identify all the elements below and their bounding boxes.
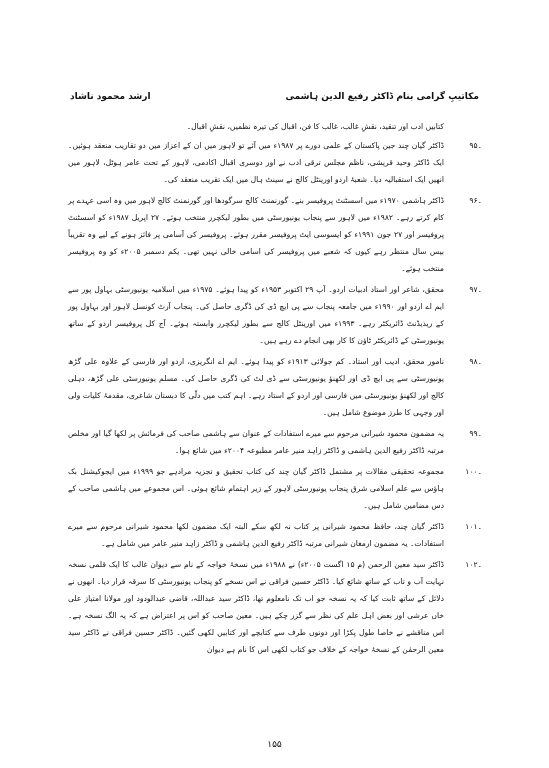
intro-line: کتابیں ادب اور تنقید، نقشِ غالب، غالب کا فن، اقبال کی تیرہ نظمیں، نقشِ اقبال۔ [186,122,444,131]
footnote-number: ۱۰۱۔ [465,522,482,531]
footnote-97 [68,281,480,349]
author-name: ارشد محمود ناشاد [70,92,151,102]
footnote-number: ۹۹۔ [469,429,482,438]
running-title: مکاتیبِ گرامی بنام ڈاکٹر رفیع الدین ہاشمی [285,92,479,102]
footnote-98 [68,353,480,421]
page-content [68,118,480,662]
footnote-number: ۹۸۔ [469,357,482,366]
footnote-text: نامور محقق، ادیب اور استاد۔ کم جولائی ۱۹۱۳ء کو پیدا ہوئے۔ ایم اے انگریزی، اردو اور فارسی کے علاوہ علی گڑھ یونیورسٹی سے پی ایچ ڈی اور لکھنؤ یونیورسٹی سے ڈی لٹ کی ڈگری حاصل کی۔ مسلم یونیورسٹی علی گڑھ، دہلی کالج اور لکھنؤ یونیورسٹی میں فارسی اور اردو کے استاد رہے۔ اہم کتب میں دلّی کا دبستان شاعری، مقدمۂ کلیات ولی اور وجہی کا طرز موضوع شامل ہیں۔ [68,357,444,417]
footnote-text: محقق، شاعر اور استاد ادبیات اردو۔ آپ ۲۹ اکتوبر ۱۹۵۳ء کو پیدا ہوئے۔ ۱۹۷۵ء میں اسلامیہ یونیورسٹی بہاول پور سے ایم اے اردو اور ۱۹۹۰ء میں جامعہ پنجاب سے پی ایچ ڈی کی ڈگری حاصل کی۔ پنجاب آرٹ کونسل لاہور اور بہاول پور کے ریذیڈنٹ ڈائریکٹر رہے۔ ۱۹۹۳ء میں اورینٹل کالج سے بطور لیکچرر وابستہ ہوئے۔ آج کل پروفیسر اردو کے ساتھ یونیورسٹی کے ڈائریکٹر ٹاؤن کا کار بھی انجام دے رہے ہیں۔ [68,285,444,345]
footnote-number: ۹۶۔ [469,196,482,205]
footnote-text: ڈاکٹر ہاشمی ۱۹۷۰ء میں اسسٹنٹ پروفیسر بنے۔ گورنمنٹ کالج سرگودھا اور گورنمنٹ کالج لاہور میں وہ اسی عہدے پر کام کرتے رہے۔ ۱۹۸۲ء میں لاہور سے پنجاب یونیورسٹی میں بطور لیکچرر منتخب ہوئے۔ ۲۷ اپریل ۱۹۸۷ء کو اسسٹنٹ پروفیسر اور ۲۷ جون ۱۹۹۱ء کو ایسوسی ایٹ پروفیسر مقرر ہوئے۔ پروفیسر کی آسامی پر فائز ہونے کے لیے وہ تقریباً بیس سال منتظر رہے کیوں کہ شعبے میں پروفیسر کی اسامی خالی نہیں تھی۔ یکم دسمبر ۲۰۰۵ء کو وہ پروفیسر منتخب ہوئے۔ [68,196,444,273]
footnote-95 [68,137,480,188]
footnote-101 [68,518,480,552]
footnote-text: ڈاکٹر سید معین الرحمن (م ۱۵ اگست ۲۰۰۵ء) نے ۱۹۸۸ء میں نسخۂ خواجہ کے نام سے دیوان غالب کا ایک قلمی نسخہ نہایت آب و تاب کے ساتھ شائع کیا۔ ڈاکٹر حسین فراقی نے اس نسخے کو پنجاب یونیورسٹی کا سرقہ قرار دیا۔ انھوں نے دلائل کے ساتھ ثابت کیا کہ یہ نسخہ جو اب تک نامعلوم تھا، ڈاکٹر سید عبداللہ، قاضی عبدالودود اور مولانا امتیاز علی خاں عرشی اور بعض اہل علم کی نظر سے گزر چکے ہیں۔ معین صاحب کو اس پر اعتراض ہے کہ یہ الگ نسخہ ہے۔ اس مناقشے نے خاصا طول پکڑا اور دونوں طرف سے کتابچے اور کتابیں لکھی گئیں۔ ڈاکٹر حسین فراقی نے ڈاکٹر سید معین الرحمٰن کے نسخۂ خواجہ کے خلاف جو کتاب لکھی اس کا نام ہے دیوان [68,560,444,654]
footnote-number: ۹۷۔ [469,285,482,294]
footnote-number: ۱۰۰۔ [465,467,482,476]
footnote-100 [68,463,480,514]
footnote-number: ۱۰۲۔ [465,560,482,569]
footnote-102 [68,556,480,658]
footnote-text: ڈاکٹر گیان چند، حافظ محمود شیرانی پر کتاب نہ لکھ سکے البتہ ایک مضمون لکھا محمود شیرانی مرحوم سے میرے استفادات۔ یہ مضمون ارمغان شیرانی مرتبہ ڈاکٹر رفیع الدین ہاشمی و ڈاکٹر زاہد منیر عامر میں شامل ہے۔ [68,522,444,548]
footnote-text: مجموعہ تحقیقی مقالات پر مشتمل ڈاکٹر گیان چند کی کتاب تحقیق و تجزیہ مرادہے جو ۱۹۹۹ء میں ایجوکیشنل بک ہاؤس سے علم اسلامی شرق پنجاب یونیورسٹی لاہور کے زیر اہتمام شائع ہوئی۔ اس مجموعے میں ہاشمی صاحب کے دس مضامین شامل ہیں۔ [68,467,445,510]
footnote-96 [68,192,480,277]
footnote-text: ڈاکٹر گیان چند جین پاکستان کے علمی دورے پر ۱۹۸۷ء میں آئے تو لاہور میں ان کے اعزاز میں دو تقاریب منعقد ہوئیں۔ ایک ڈاکٹر وحید قریشی، ناظم مجلس ترقی ادب نے اور دوسری اقبال اکادمی، لاہور کے تحت عامر ہوٹل، لاہور میں انھیں ایک استقبالیہ دیا۔ شعبۂ اردو اورینٹل کالج نے سینٹ ہال میں ایک تقریب منعقد کی۔ [68,141,444,184]
footnote-99 [68,425,480,459]
page-number: ۱۵۵ [267,740,282,750]
footnote-number: ۹۵۔ [469,141,482,150]
page-header [70,92,479,106]
footnote-text: یہ مضمون محمود شیرانی مرحوم سے میرے استفادات کے عنوان سے ہاشمی صاحب کی فرمائش پر لکھا گیا اور مخلص مرتبہ ڈاکٹر رفیع الدین ہاشمی و ڈاکٹر زاہد منیر عامر مطبوعہ ۲۰۰۴ء میں شائع ہوا۔ [68,429,444,455]
